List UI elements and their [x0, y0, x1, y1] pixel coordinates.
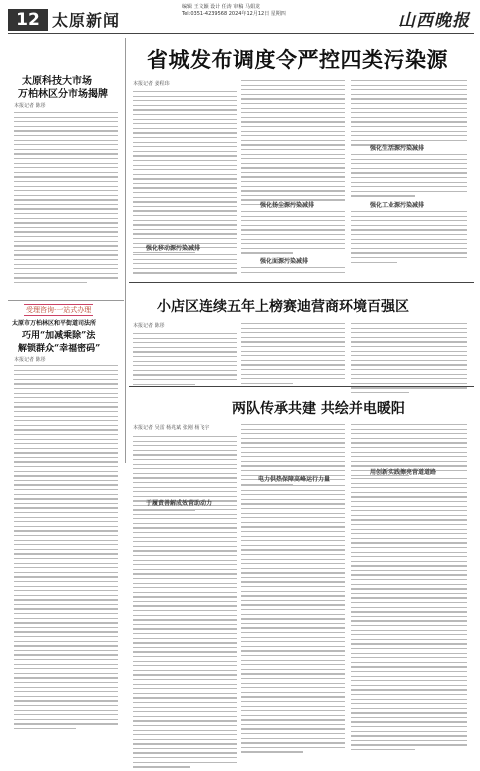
- main-body-col3: [351, 80, 467, 149]
- masthead-meta: [182, 4, 286, 18]
- main-body-col3c: [351, 211, 467, 266]
- middle-body-col2: [241, 323, 345, 387]
- section-name: 太原新闻: [52, 11, 121, 30]
- bottom-subhead-1: 于履责善解成效营助动力: [146, 500, 213, 507]
- masthead: [0, 0, 480, 36]
- story-separator-3: [129, 386, 474, 387]
- subhead-dust-source: 强化扬尘源污染减排: [260, 202, 315, 209]
- main-body-col2: [241, 80, 345, 209]
- subhead-mobile-source: 强化移动源污染减排: [146, 245, 201, 252]
- main-body-col2c: [241, 267, 345, 276]
- middle-body-col1: [133, 333, 237, 388]
- masthead-rule: [8, 33, 474, 34]
- story2-headline-line3: 解锁群众“幸福密码”: [18, 344, 101, 354]
- bottom-body-col2b: [241, 485, 345, 756]
- story-separator-2: [129, 282, 474, 283]
- bottom-body-col1b: [133, 509, 237, 771]
- subhead-area-source: 强化面源污染减排: [260, 258, 309, 265]
- column-divider: [125, 38, 126, 463]
- story1-headline-line1: 太原科技大市场: [22, 76, 92, 87]
- main-byline: 本报记者 姜程玮: [133, 81, 170, 87]
- bottom-subhead-2: 电力供热保障高峰运行力量: [258, 476, 331, 483]
- story1-body-text: [14, 112, 118, 287]
- bottom-headline: 两队传承共建 共绘并电暖阳: [232, 401, 405, 417]
- story2-headline-line2: 巧用“加减乘除”法: [22, 331, 96, 341]
- page-number: 12: [8, 9, 48, 31]
- story2-tag: 受理咨询·一站式办理: [26, 306, 92, 314]
- main-body-col3b: [351, 154, 467, 200]
- bottom-byline: 本报记者 吴雷 杨兆斌 张刚 杨飞宇: [133, 425, 210, 431]
- bottom-body-col3b: [351, 478, 467, 754]
- story2-body-text: [14, 365, 118, 733]
- meta-line-2: Tel:0351-4239568 2024年12月12日 星期四: [182, 11, 286, 17]
- main-body-col2b: [241, 211, 345, 257]
- story1-byline: 本报记者 陈彤: [14, 103, 46, 109]
- story1-headline-line2: 万柏林区分市场揭牌: [18, 89, 108, 100]
- meta-line-1: 编辑 王文颖 设计 任涛 审稿 马娟龙: [182, 4, 260, 10]
- main-body-col1: [133, 91, 237, 256]
- main-headline: 省城发布调度令严控四类污染源: [147, 47, 448, 72]
- main-body-col1b: [133, 254, 237, 277]
- middle-headline: 小店区连续五年上榜赛迪营商环境百强区: [157, 299, 409, 315]
- story-separator: [8, 300, 124, 301]
- subhead-living-source: 强化生活源污染减排: [370, 145, 425, 152]
- story2-byline: 本报记者 陈彤: [14, 357, 46, 363]
- bottom-subhead-3: 用创新实践擦亮营道道路: [370, 469, 437, 476]
- newspaper-logo: 山西晚报: [398, 11, 470, 31]
- story2-headline-line1: 太原市万柏林区和平街道司法所: [12, 320, 97, 327]
- subhead-industrial-source: 强化工业源污染减排: [370, 202, 425, 209]
- middle-byline: 本报记者 陈彤: [133, 323, 165, 329]
